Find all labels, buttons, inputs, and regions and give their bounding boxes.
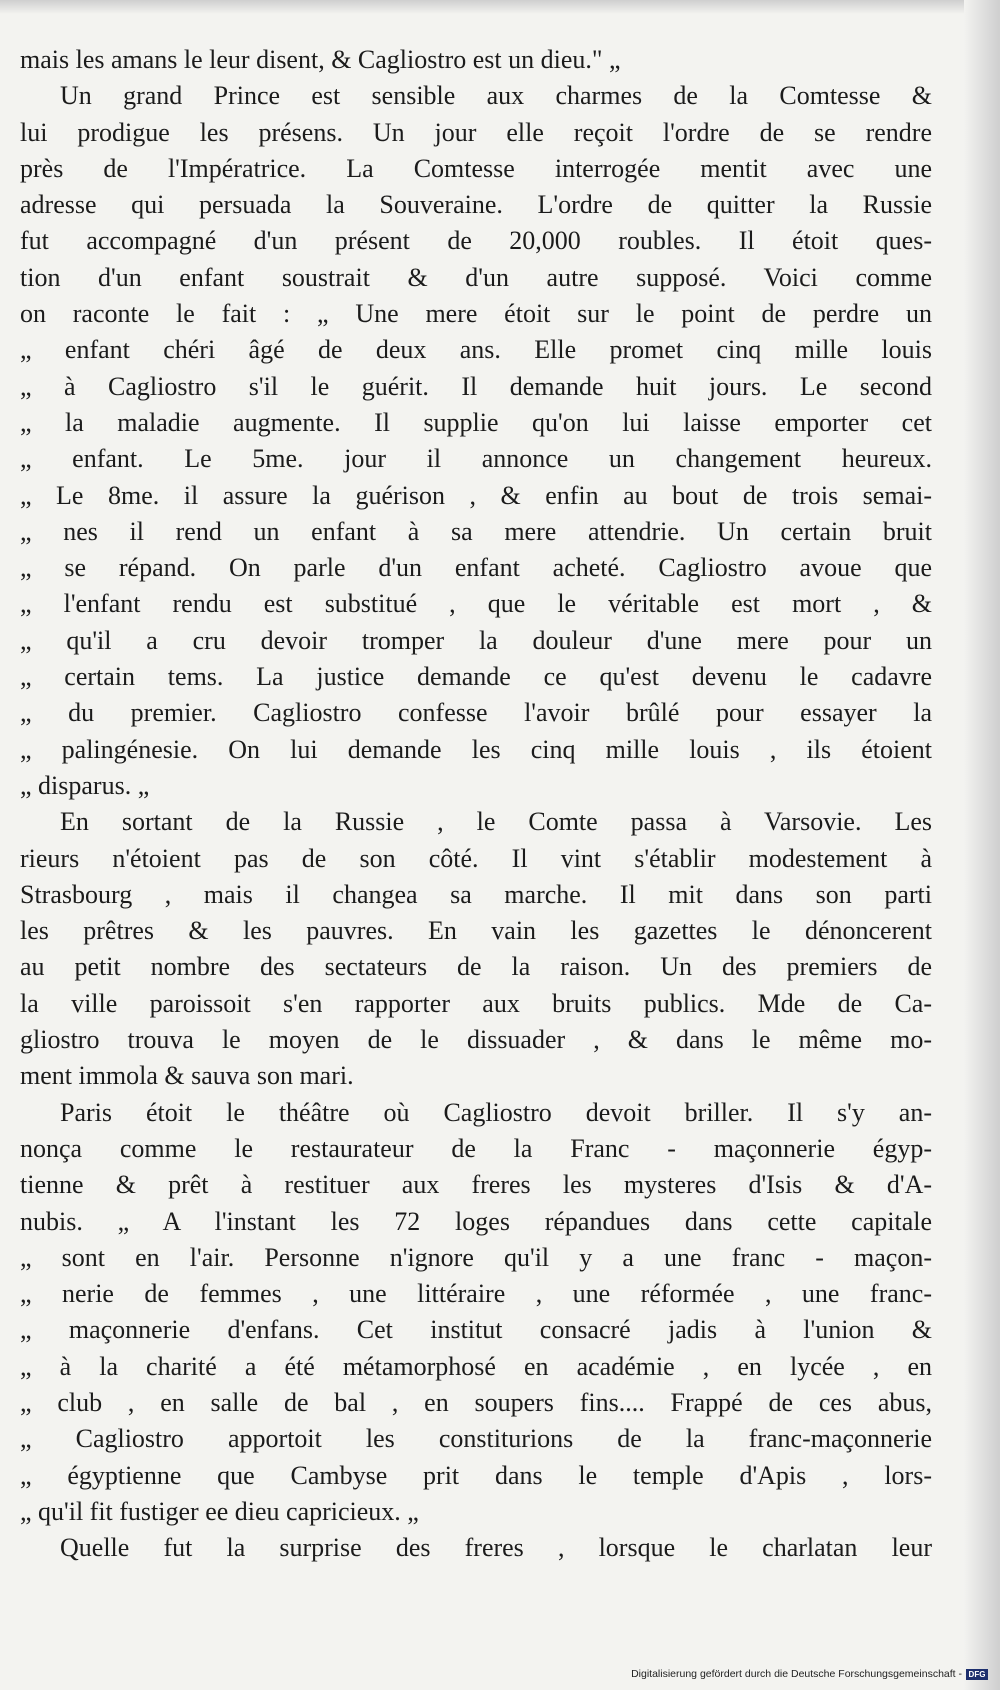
text-line: adresse qui persuada la Souveraine. L'ordre de quitter la Russie [20,190,932,220]
text-line: ment immola & sauva son mari. [20,1061,354,1091]
text-line: nubis. „ A l'instant les 72 loges répandues dans cette capitale [20,1206,932,1236]
text-line: „ l'enfant rendu est substitué , que le véritable est mort , & [20,589,932,619]
text-line: au petit nombre des sectateurs de la raison. Un des premiers de [20,952,932,982]
text-line: „ nerie de femmes , une littéraire , une réformée , une franc- [20,1279,932,1309]
text-line: „ disparus. „ [20,770,150,800]
text-line: „ maçonnerie d'enfans. Cet institut consacré jadis à l'union & [20,1315,932,1345]
text-line: En sortant de la Russie , le Comte passa à Varsovie. Les [60,807,932,837]
text-line: fut accompagné d'un présent de 20,000 roubles. Il étoit ques- [20,226,932,256]
page-top-edge [0,0,1000,14]
text-line: „ enfant. Le 5me. jour il annonce un changement heureux. [20,444,932,474]
text-line: Strasbourg , mais il changea sa marche. Il mit dans son parti [20,879,932,909]
page-gutter-shadow [964,0,1000,1690]
text-line: gliostro trouva le moyen de le dissuader , & dans le même mo- [20,1025,932,1055]
text-line: „ palingénesie. On lui demande les cinq mille louis , ils étoient [20,734,932,764]
text-line: les prêtres & les pauvres. En vain les gazettes le dénoncerent [20,916,932,946]
digitization-footer [631,1668,988,1680]
text-line: „ se répand. On parle d'un enfant acheté. Cagliostro avoue que [20,553,932,583]
text-line: „ sont en l'air. Personne n'ignore qu'il y a une franc - maçon- [20,1242,932,1272]
text-line: „ la maladie augmente. Il supplie qu'on lui laisse emporter cet [20,407,932,437]
text-line: „ nes il rend un enfant à sa mere attendrie. Un certain bruit [20,516,932,546]
text-line: „ Cagliostro apportoit les constiturions de la franc-maçonnerie [20,1424,932,1454]
text-line: Un grand Prince est sensible aux charmes de la Comtesse & [60,81,932,111]
text-line: „ à Cagliostro s'il le guérit. Il demande huit jours. Le second [20,371,932,401]
text-line: „ certain tems. La justice demande ce qu'est devenu le cadavre [20,662,932,692]
text-line: rieurs n'étoient pas de son côté. Il vint s'établir modestement à [20,843,932,873]
text-line: on raconte le fait : „ Une mere étoit sur le point de perdre un [20,299,932,329]
text-line: lui prodigue les présens. Un jour elle reçoit l'ordre de se rendre [20,117,932,147]
text-line: tienne & prêt à restituer aux freres les mysteres d'Isis & d'A- [20,1170,932,1200]
text-line: Quelle fut la surprise des freres , lorsque le charlatan leur [60,1533,932,1563]
text-line: mais les amans le leur disent, & Cagliostro est un dieu." „ [20,45,621,74]
text-line: „ égyptienne que Cambyse prit dans le temple d'Apis , lors- [20,1460,932,1490]
text-line: „ à la charité a été métamorphosé en académie , en lycée , en [20,1351,932,1381]
text-line: nonça comme le restaurateur de la Franc - maçonnerie égyp- [20,1133,932,1163]
text-line: tion d'un enfant soustrait & d'un autre supposé. Voici comme [20,262,932,292]
dfg-logo-icon: DFG [966,1669,988,1680]
text-line: „ Le 8me. il assure la guérison , & enfin au bout de trois semai- [20,480,932,510]
text-line: „ enfant chéri âgé de deux ans. Elle promet cinq mille louis [20,335,932,365]
text-line: Paris étoit le théâtre où Cagliostro devoit briller. Il s'y an- [60,1097,932,1127]
text-line: „ qu'il a cru devoir tromper la douleur d'une mere pour un [20,625,932,655]
footer-credit-text: Digitalisierung gefördert durch die Deutsche Forschungsgemeinschaft - [631,1668,962,1680]
text-line: „ qu'il fit fustiger ee dieu capricieux. „ [20,1496,419,1526]
text-line: près de l'Impératrice. La Comtesse interrogée mentit avec une [20,153,932,183]
text-line: „ club , en salle de bal , en soupers fins.... Frappé de ces abus, [20,1387,932,1417]
text-line: „ du premier. Cagliostro confesse l'avoir brûlé pour essayer la [20,698,932,728]
text-line: la ville paroissoit s'en rapporter aux bruits publics. Mde de Ca- [20,988,932,1018]
page-text-block [20,42,932,1566]
